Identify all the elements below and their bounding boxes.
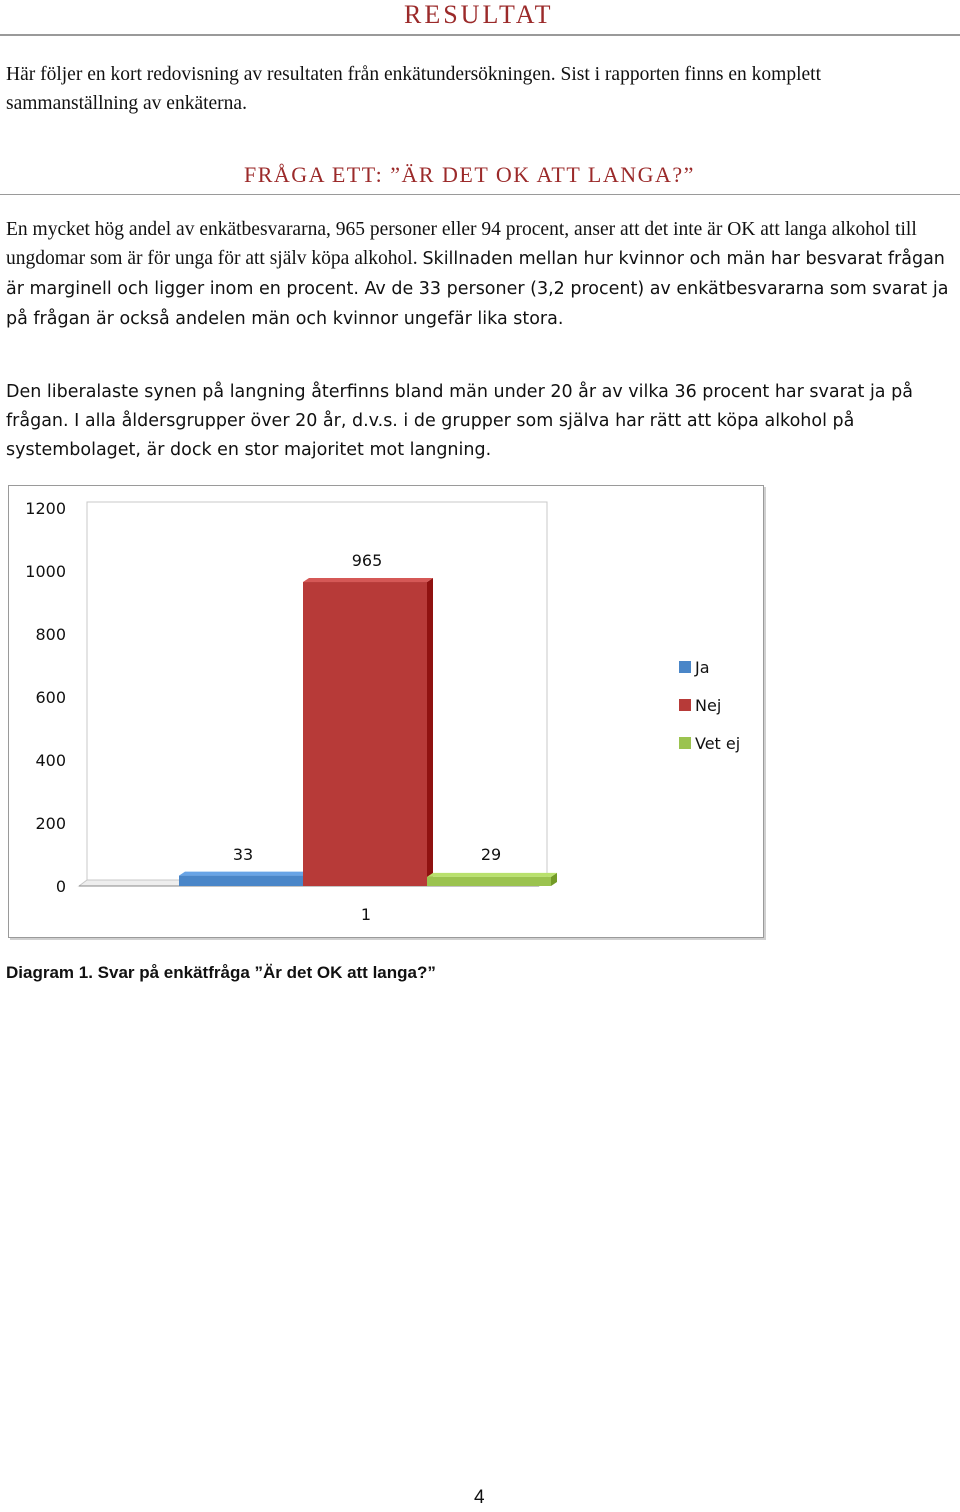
legend-label-vet-ej: Vet ej	[695, 734, 741, 753]
section-title: RESULTAT	[404, 0, 554, 29]
y-tick-label: 200	[35, 814, 66, 833]
bar-vet-ej	[427, 877, 551, 886]
bar-nej	[303, 582, 427, 886]
y-tick-label: 1000	[25, 562, 66, 581]
bar-ja	[179, 876, 303, 886]
body-paragraph-1	[6, 215, 956, 334]
data-label: 29	[480, 845, 502, 864]
intro-paragraph: Här följer en kort redovisning av resultaten från enkätundersökningen. Sist i rapporten finns en komplett sammanställning av enkäterna.	[6, 64, 821, 114]
bar-side-nej	[427, 578, 433, 886]
y-tick-label: 0	[55, 877, 66, 896]
bar-top-nej	[303, 578, 433, 582]
y-tick-label: 600	[35, 688, 66, 707]
paragraph1-serif: En mycket hög andel av enkätbesvararna, 965 personer eller 94 procent, anser att det inte är OK att langa alkohol till ungdomar som är för unga för att själv köpa alkohol.	[6, 219, 917, 269]
paragraph1-sans: Skillnaden mellan hur kvinnor och män har besvarat frågan är marginell och ligger inom en procent. Av de 33 personer (3,2 procent) av enkätbesvararna som svarat ja på frågan är också andelen män och kvinnor ungefär lika stora.	[6, 249, 949, 329]
body-paragraph-2: Den liberalaste synen på langning återfinns bland män under 20 år av vilka 36 procent har svarat ja på frågan. I alla åldersgrupper över 20 år, d.v.s. i de grupper som själva har rätt att köpa alkohol på systembolaget, är dock en stor majoritet mot langning.	[6, 382, 913, 460]
bar-top-vet-ej	[427, 873, 557, 877]
data-label: 33	[232, 845, 254, 864]
bar-chart	[8, 485, 764, 938]
y-tick-label: 1200	[25, 499, 66, 518]
page-number: 4	[474, 1487, 485, 1508]
legend-swatch-ja	[679, 661, 691, 673]
x-category-label: 1	[360, 905, 372, 924]
legend-label-ja: Ja	[695, 658, 710, 677]
bar-top-ja	[179, 872, 309, 876]
legend-label-nej: Nej	[695, 696, 722, 715]
subsection-heading	[0, 160, 960, 195]
y-tick-label: 800	[35, 625, 66, 644]
figure-caption: Diagram 1. Svar på enkätfråga ”Är det OK att langa?”	[6, 963, 436, 982]
y-tick-label: 400	[35, 751, 66, 770]
subsection-title: FRÅGA ETT: ”ÄR DET OK ATT LANGA?”	[244, 162, 695, 187]
section-heading	[0, 0, 960, 36]
legend-swatch-vet-ej	[679, 737, 691, 749]
data-label: 965	[351, 551, 383, 571]
chart-svg	[9, 486, 765, 939]
legend-swatch-nej	[679, 699, 691, 711]
